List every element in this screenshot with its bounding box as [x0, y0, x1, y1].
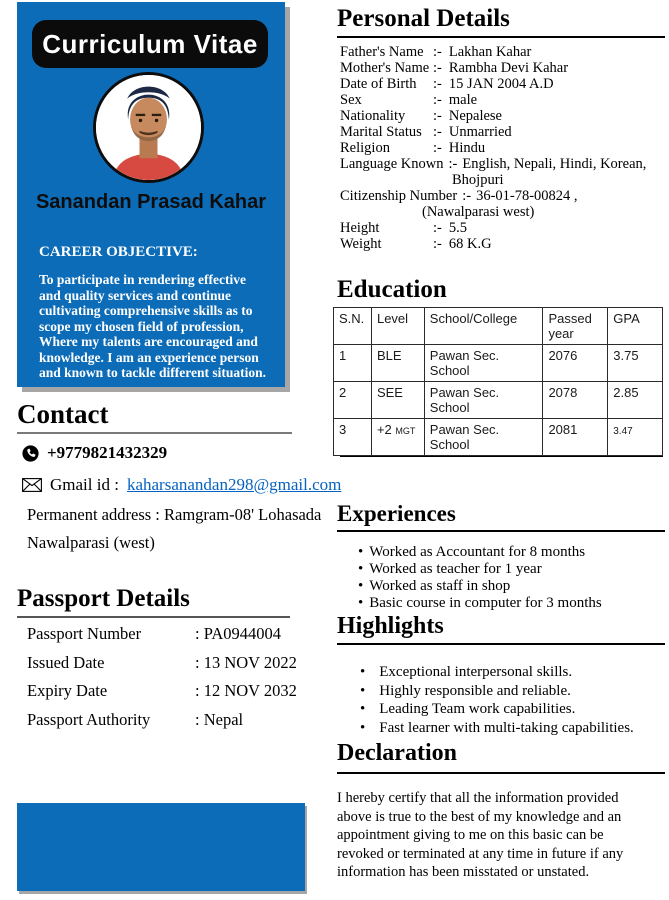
personal-row: Marital Status :- Unmarried	[340, 124, 512, 140]
experience-item: • Worked as staff in shop	[358, 578, 658, 595]
experience-item: • Basic course in computer for 3 months	[358, 595, 658, 612]
passport-row-label: Passport Number	[27, 624, 142, 643]
personal-details-heading: Personal Details	[337, 5, 665, 38]
cv-title-box	[32, 20, 268, 68]
col-header-year: Passed year	[543, 308, 608, 345]
declaration-heading: Declaration	[337, 740, 665, 774]
experience-item: • Worked as Accountant for 8 months	[358, 544, 658, 561]
profile-photo	[93, 72, 204, 183]
education-table	[333, 307, 663, 456]
personal-row: Mother's Name :- Rambha Devi Kahar	[340, 60, 569, 76]
address-line-1: Permanent address : Ramgram-08' Lohasada	[27, 505, 322, 524]
envelope-icon	[22, 478, 42, 492]
gmail-label: Gmail id :	[50, 475, 119, 494]
gmail-row	[22, 475, 341, 495]
personal-row: Date of Birth :- 15 JAN 2004 A.D	[340, 76, 554, 92]
person-portrait-illustration	[96, 75, 201, 180]
personal-row: Weight :- 68 K.G	[340, 236, 492, 252]
highlights-heading: Highlights	[337, 613, 665, 645]
phone-icon	[22, 445, 39, 462]
passport-row-label: Passport Authority	[27, 709, 151, 729]
phone-number: +9779821432329	[47, 443, 168, 462]
highlight-item: • Leading Team work capabilities.	[360, 700, 660, 719]
passport-row	[27, 624, 307, 653]
personal-row: Sex :- male	[340, 92, 478, 108]
personal-row: Language Known :- English, Nepali, Hindi, Korean,	[340, 156, 647, 172]
experiences-heading: Experiences	[337, 501, 665, 532]
personal-row: Citizenship Number :- 36-01-78-00824 ,	[340, 188, 578, 204]
highlight-item: • Fast learner with multi-taking capabilities.	[360, 719, 660, 738]
passport-row-value: : 12 NOV 2032	[195, 681, 297, 700]
personal-row: Father's Name :- Lakhan Kahar	[340, 44, 532, 60]
address-line-2: Nawalparasi (west)	[27, 533, 155, 552]
career-objective-heading: CAREER OBJECTIVE:	[39, 244, 198, 260]
col-header-school: School/College	[424, 308, 543, 345]
highlight-item: • Exceptional interpersonal skills.	[360, 663, 660, 682]
decorative-blue-box	[17, 803, 305, 891]
sidebar-panel	[17, 2, 285, 387]
experience-item: • Worked as teacher for 1 year	[358, 561, 658, 578]
highlight-item: • Highly responsible and reliable.	[360, 682, 660, 701]
personal-row-continuation: Bhojpuri	[452, 172, 504, 188]
declaration-text: I hereby certify that all the information provided above is true to the best of my knowledge and an appointment giving to me on this basic can be revoked or terminated at any time in future if any information has been misstated or unstated.	[337, 790, 624, 880]
cv-title: Curriculum Vitae	[42, 28, 258, 59]
education-heading: Education	[337, 276, 447, 303]
personal-row: Height :- 5.5	[340, 220, 467, 236]
personal-row: Religion :- Hindu	[340, 140, 486, 156]
education-row: 1 BLE Pawan Sec. School 2076 3.75	[334, 345, 663, 382]
col-header-level: Level	[371, 308, 424, 345]
col-header-sn: S.N.	[334, 308, 372, 345]
passport-heading: Passport Details	[17, 585, 290, 618]
person-name: Sanandan Prasad Kahar	[35, 191, 267, 213]
education-header-row	[334, 308, 663, 345]
education-table-underline	[340, 456, 663, 457]
col-header-gpa: GPA	[608, 308, 663, 345]
passport-row-value: : PA0944004	[195, 624, 282, 643]
highlights-list	[360, 663, 660, 737]
passport-row	[27, 710, 307, 739]
contact-heading: Contact	[17, 399, 292, 434]
passport-row	[27, 681, 307, 710]
passport-rows	[27, 624, 307, 738]
passport-row-value: : Nepal	[195, 709, 244, 729]
phone-row	[22, 443, 167, 463]
experiences-list	[358, 544, 658, 612]
passport-row-label: Issued Date	[27, 652, 105, 672]
passport-row	[27, 653, 307, 682]
gmail-link[interactable]: kaharsanandan298@gmail.com	[126, 475, 342, 494]
personal-row: Nationality :- Nepalese	[340, 108, 502, 124]
passport-row-label: Expiry Date	[27, 681, 108, 700]
personal-row-continuation: (Nawalparasi west)	[422, 204, 535, 220]
career-objective-text: To participate in rendering effective and quality services and continue cultivating comprehensive skills as to scope my chosen field of profession, Where my talents are encouraged and knowledge. I am an experience person and known to tackle different situation.	[39, 272, 267, 380]
passport-row-value: : 13 NOV 2022	[195, 652, 297, 672]
education-row: 3 +2 MGT Pawan Sec. School 2081 3.47	[334, 419, 663, 456]
personal-details-rows	[340, 44, 665, 252]
education-row: 2 SEE Pawan Sec. School 2078 2.85	[334, 382, 663, 419]
